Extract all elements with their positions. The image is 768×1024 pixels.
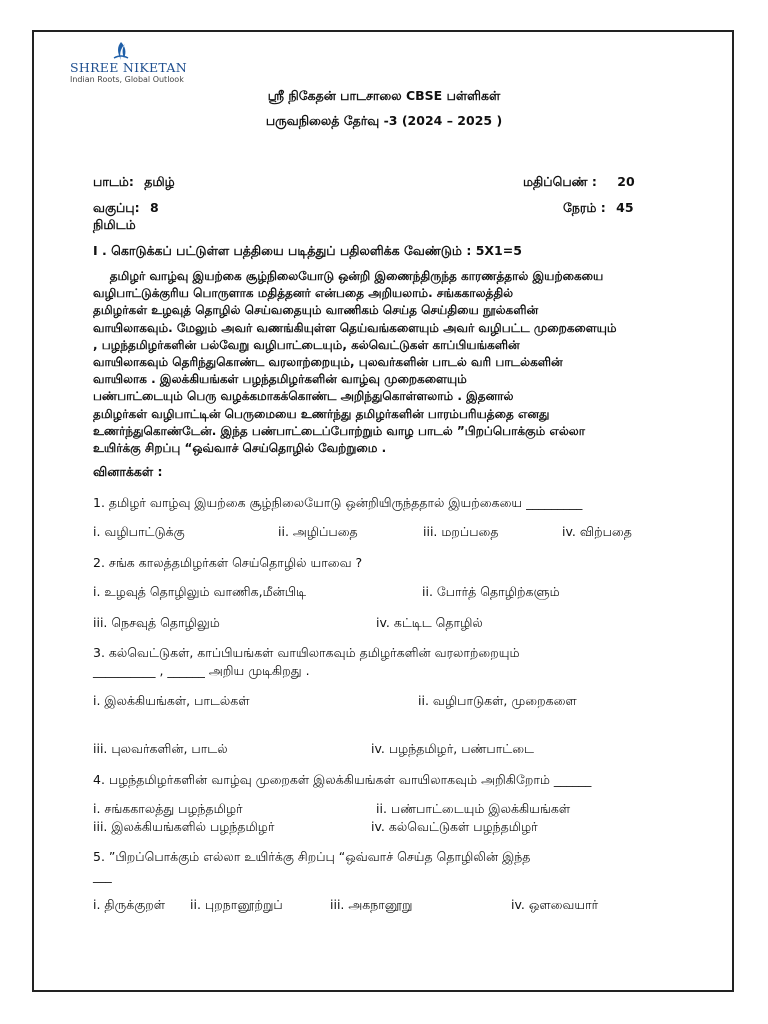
flame-logo-icon (110, 40, 132, 62)
time-value: 45 (616, 200, 634, 215)
class-value: 8 (149, 200, 159, 215)
subject-value: தமிழ் (144, 174, 175, 189)
q1-option-1: i. வழிபாட்டுக்கு (93, 524, 185, 539)
marks-label: மதிப்பெண் : (523, 174, 597, 189)
passage-line: , பழந்தமிழர்களின் பல்வேறு வழிபாட்டையும், கல்வெட்டுகள் காப்பியங்களின் (93, 337, 520, 352)
school-logo (70, 40, 210, 86)
passage-line: உயிர்க்கு சிறப்பு “ஒவ்வாச் செய்தொழில் வேற்றுமை . (93, 441, 387, 456)
exam-title: பருவநிலைத் தேர்வு -3 (2024 – 2025 ) (265, 113, 503, 128)
questions-label: வினாக்கள் : (93, 464, 163, 479)
question-4: 4. பழந்தமிழர்களின் வாழ்வு முறைகள் இலக்கியங்கள் வாயிலாகவும் அறிகிறோம் ______ (93, 772, 592, 787)
marks-row (523, 174, 635, 190)
q1-option-2: ii. அழிப்பதை (278, 524, 358, 539)
q2-option-1: i. உழவுத் தொழிலும் வாணிக,மீன்பிடி (93, 584, 307, 599)
passage (93, 268, 678, 457)
time-row (563, 200, 634, 216)
marks-value: 20 (617, 174, 635, 189)
q3-option-4: iv. பழந்தமிழர், பண்பாட்டை (371, 741, 534, 756)
passage-line: வாயிலாகவும். மேலும் அவர் வணங்கியுள்ள தெய்வங்களையும் அவர் வழிபட்ட முறைகளையும் (93, 320, 617, 335)
class-label: வகுப்பு: (93, 200, 140, 215)
q3-option-1: i. இலக்கியங்கள், பாடல்கள் (93, 693, 250, 708)
passage-line: தமிழர்கள் உழவுத் தொழில் செய்வதையும் வாணிகம் செய்த செய்தியை நூல்களின் (93, 303, 539, 318)
q5-option-1: i. திருக்குறள் (93, 897, 166, 912)
passage-line: பண்பாட்டையும் பெரு வழக்கமாகக்கொண்ட அறிந்துகொள்ளலாம் . இதனால் (93, 389, 514, 404)
subject-row (93, 174, 175, 190)
school-title: ஸ்ரீ நிகேதன் பாடசாலை CBSE பள்ளிகள் (267, 88, 501, 103)
passage-line: வழிபாட்டுக்குரிய பொருளாக மதித்தனர் என்பதை அறியலாம். சங்ககாலத்தில் (93, 286, 514, 301)
q1-option-4: iv. விற்பதை (562, 524, 632, 539)
q4-option-4: iv. கல்வெட்டுகள் பழந்தமிழர் (371, 819, 538, 834)
question-5-cont: ___ (93, 868, 112, 883)
q4-option-2: ii. பண்பாட்டையும் இலக்கியங்கள் (376, 801, 571, 816)
class-row (93, 200, 159, 216)
passage-line: தமிழர் வாழ்வு இயற்கை சூழ்நிலையோடு ஒன்றி இணைந்திருந்த காரணத்தால் இயற்கையை (93, 269, 604, 283)
passage-line: வாயிலாக . இலக்கியங்கள் பழந்தமிழர்களின் வாழ்வு முறைகளையும் (93, 372, 467, 387)
subject-label: பாடம்: (93, 174, 134, 189)
q4-option-1: i. சங்ககாலத்து பழந்தமிழர் (93, 801, 243, 816)
logo-tagline: Indian Roots, Global Outlook (70, 75, 184, 84)
q4-option-3: iii. இலக்கியங்களில் பழந்தமிழர் (93, 819, 275, 834)
passage-line: வாயிலாகவும் தெரிந்துகொண்ட வரலாற்றையும், புலவர்களின் பாடல் வரி பாடல்களின் (93, 355, 563, 370)
question-3-cont: __________ , ______ அறிய முடிகிறது . (93, 663, 310, 678)
q5-option-2: ii. புறநானூற்றுப் (190, 897, 283, 912)
time-label: நேரம் : (563, 200, 606, 215)
passage-line: தமிழர்கள் வழிபாட்டின் பெருமையை உணர்ந்து தமிழர்களின் பாரம்பரியத்தை எனது (93, 406, 550, 421)
section-title: I . கொடுக்கப் பட்டுள்ள பத்தியை படித்துப் பதிலளிக்க வேண்டும் : 5X1=5 (93, 243, 522, 258)
q3-option-2: ii. வழிபாடுகள், முறைகளை (418, 693, 577, 708)
q2-option-2: ii. போர்த் தொழிற்களும் (422, 584, 560, 599)
q5-option-4: iv. ஒளவையார் (511, 897, 599, 912)
question-2: 2. சங்க காலத்தமிழர்கள் செய்தொழில் யாவை ? (93, 555, 363, 570)
time-unit: நிமிடம் (93, 217, 136, 232)
q2-option-3: iii. நெசவுத் தொழிலும் (93, 615, 220, 630)
passage-line: உணர்ந்துகொண்டேன். இந்த பண்பாட்டைப்போற்றும் வாழ பாடல் ”பிறப்பொக்கும் எல்லா (93, 423, 586, 438)
logo-name: SHREE NIKETAN (70, 60, 187, 75)
question-5: 5. ”பிறப்பொக்கும் எல்லா உயிர்க்கு சிறப்பு “ஒவ்வாச் செய்த தொழிலின் இந்த (93, 849, 531, 864)
question-1: 1. தமிழர் வாழ்வு இயற்கை சூழ்நிலையோடு ஒன்றியிருந்ததால் இயற்கையை _________ (93, 495, 583, 510)
q3-option-3: iii. புலவர்களின், பாடல் (93, 741, 228, 756)
question-3: 3. கல்வெட்டுகள், காப்பியங்கள் வாயிலாகவும் தமிழர்களின் வரலாற்றையும் (93, 645, 520, 660)
q2-option-4: iv. கட்டிட தொழில் (376, 615, 483, 630)
q5-option-3: iii. அகநானூறு (330, 897, 413, 912)
q1-option-3: iii. மறப்பதை (423, 524, 499, 539)
